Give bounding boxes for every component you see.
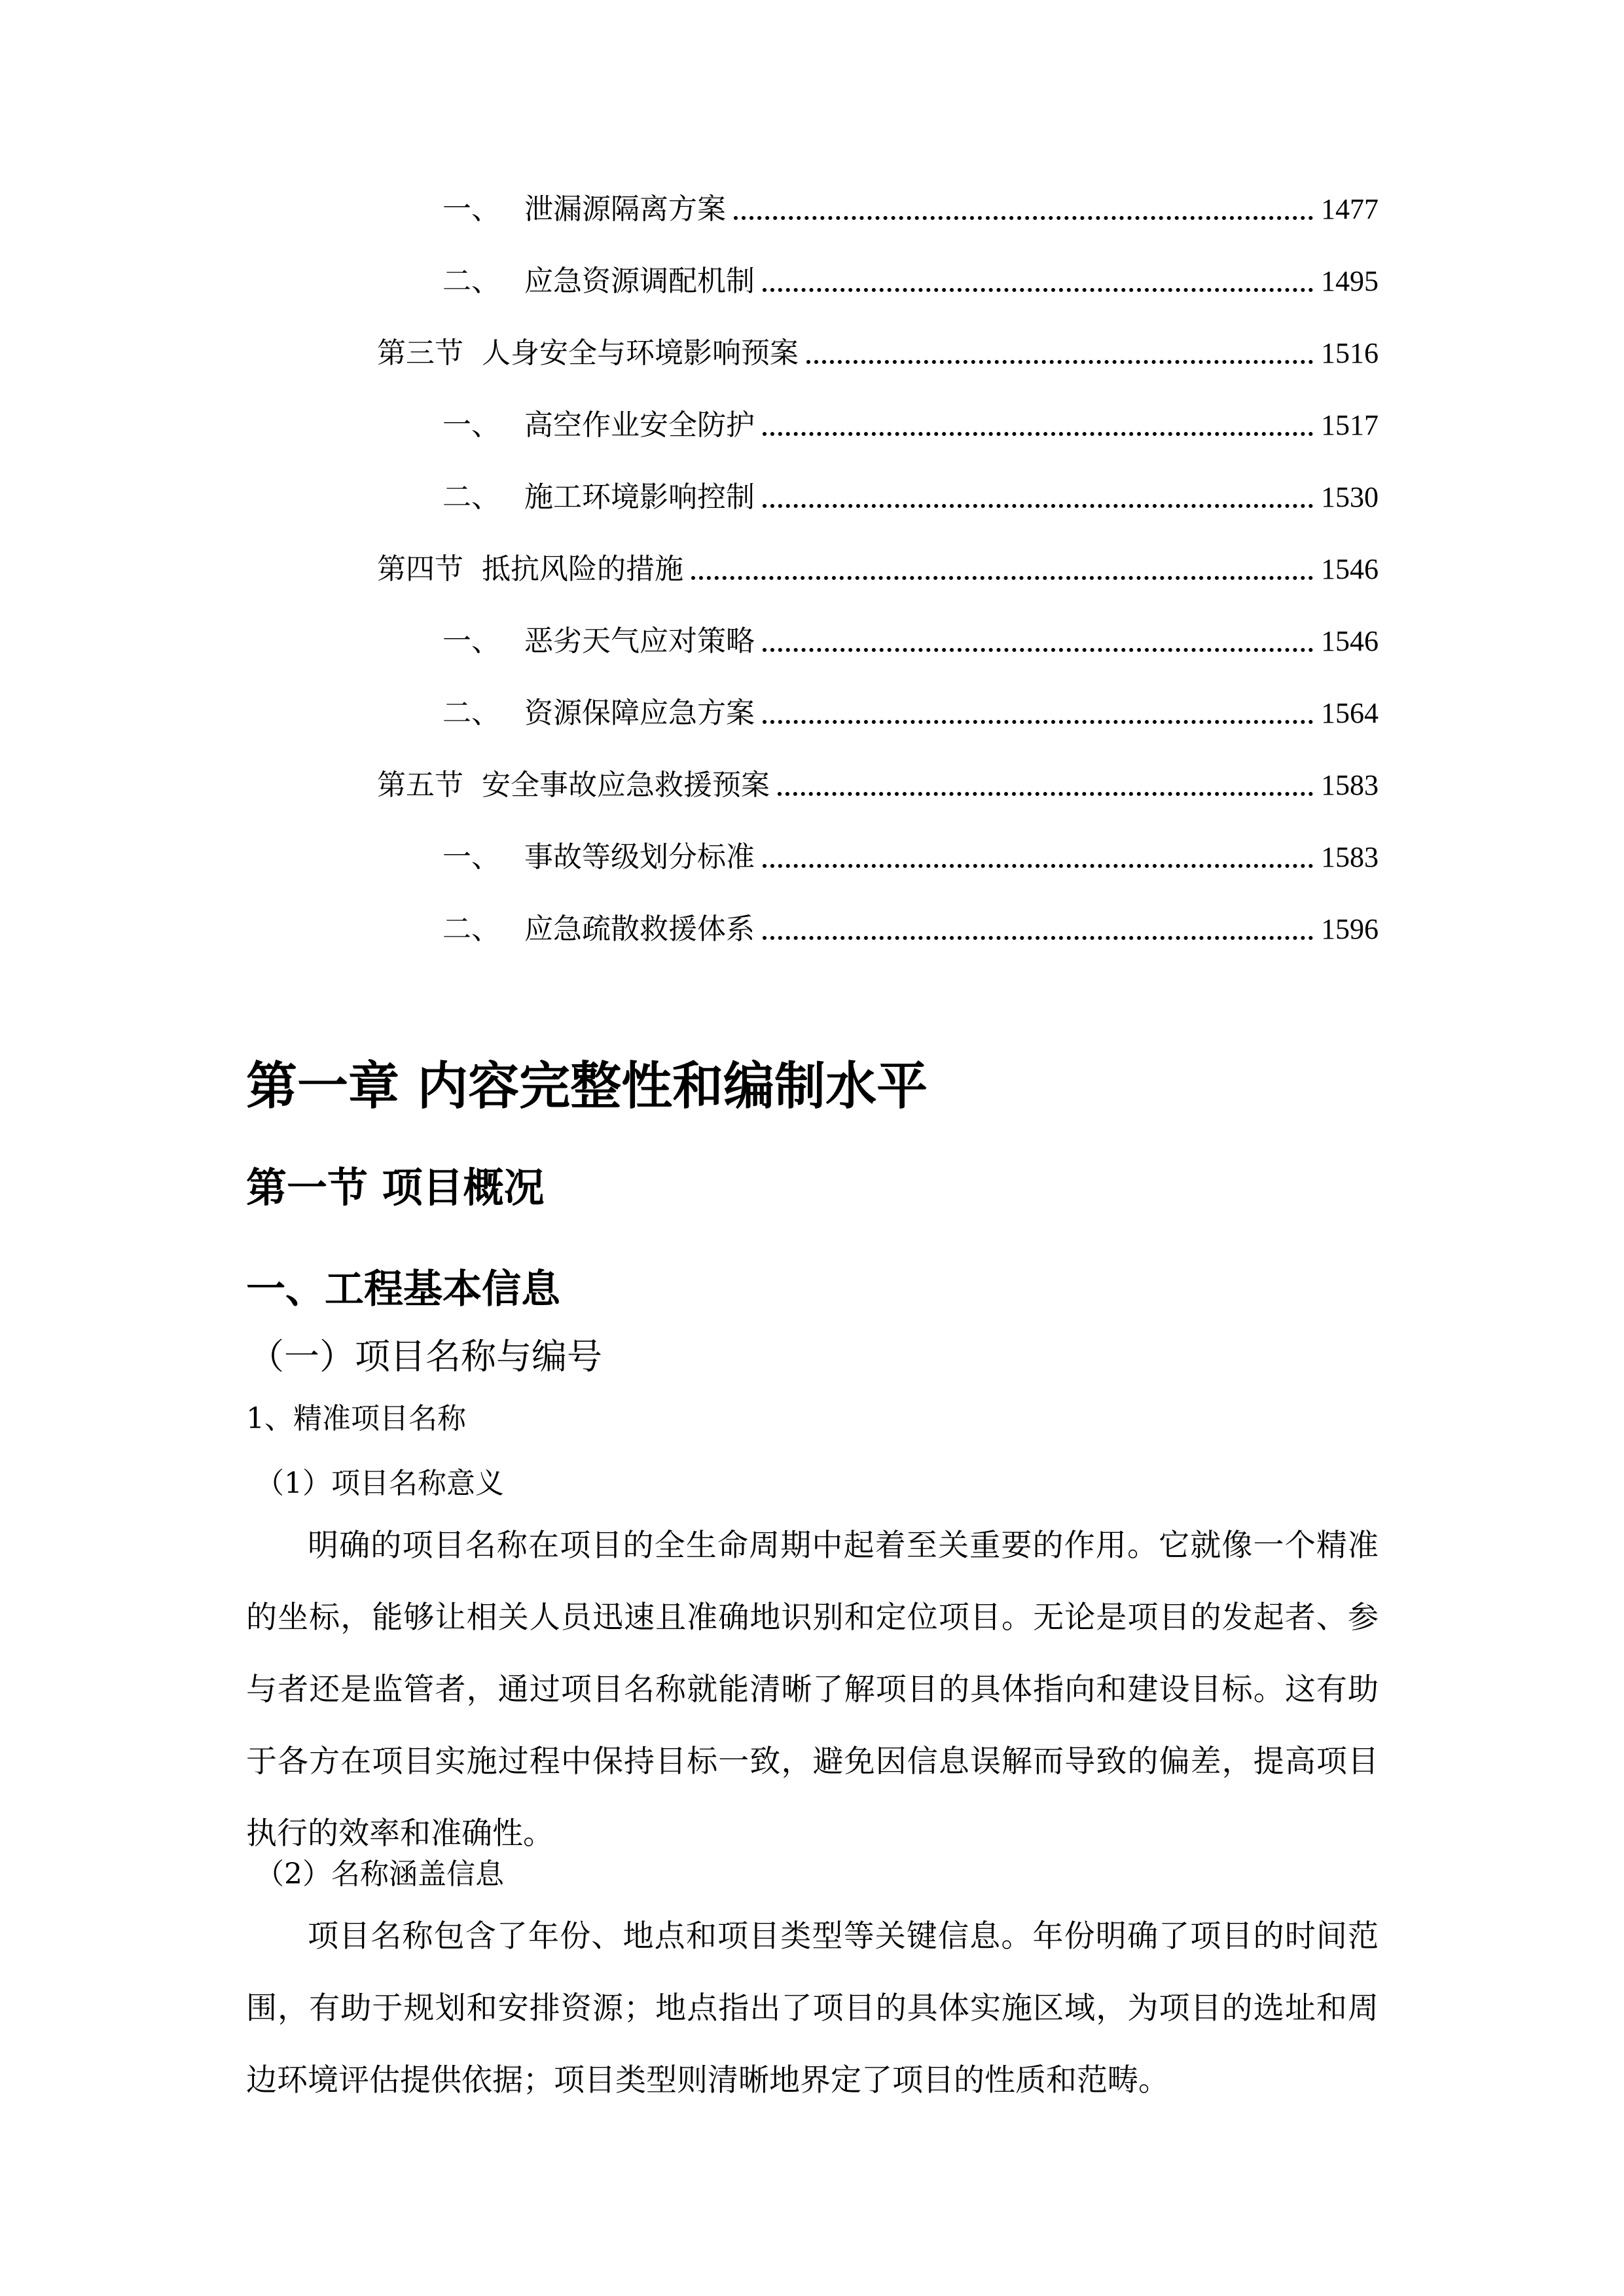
toc-entry-number: 二、: [442, 264, 500, 298]
subsection-title: 一、工程基本信息: [246, 1266, 560, 1312]
toc-entry[interactable]: [377, 766, 1379, 805]
toc-entry-page: 1495: [1321, 265, 1379, 297]
toc-dot-leader: [763, 720, 1313, 724]
toc-entry[interactable]: [442, 910, 1379, 949]
toc-dot-leader: [763, 432, 1313, 436]
toc-entry-page: 1477: [1321, 193, 1379, 225]
toc-entry-page: 1583: [1321, 769, 1379, 801]
body-paragraph: 明确的项目名称在项目的全生命周期中起着至关重要的作用。它就像一个精准的坐标，能够让相关人员迅速且准确地识别和定位项目。无论是项目的发起者、参与者还是监管者，通过项目名称就能清晰了解项目的具体指向和建设目标。这有助于各方在项目实施过程中保持目标一致，避免因信息误解而导致的偏差，提高项目执行的效率和准确性。: [246, 1528, 1379, 1852]
toc-entry[interactable]: [442, 190, 1379, 229]
toc-entry-title: 施工环境影响控制: [524, 480, 755, 514]
subitem-title: （2）名称涵盖信息: [255, 1857, 504, 1891]
body-paragraph: 项目名称包含了年份、地点和项目类型等关键信息。年份明确了项目的时间范围，有助于规划和安排资源；地点指出了项目的具体实施区域，为项目的选址和周边环境评估提供依据；项目类型则清晰地界定了项目的性质和范畴。: [246, 1918, 1379, 2098]
toc-entry-number: 一、: [442, 408, 500, 442]
toc-entry[interactable]: [377, 550, 1379, 589]
toc-entry-page: 1517: [1321, 409, 1379, 441]
toc-entry-page: 1530: [1321, 481, 1379, 513]
toc-entry-number: 一、: [442, 840, 500, 874]
toc-entry-number: 二、: [442, 480, 500, 514]
subitem-title: （1）项目名称意义: [255, 1467, 504, 1500]
toc-entry-page: 1516: [1321, 337, 1379, 369]
toc-entry-page: 1583: [1321, 841, 1379, 873]
section-title: 第一节 项目概况: [246, 1164, 545, 1211]
toc-entry-section-label: 第三节: [377, 336, 463, 370]
toc-entry-number: 二、: [442, 912, 500, 946]
toc-dot-leader: [763, 864, 1313, 868]
toc-entry-title: 资源保障应急方案: [524, 696, 755, 730]
toc-entry-title: 应急疏散救援体系: [524, 912, 755, 946]
toc-dot-leader: [763, 648, 1313, 652]
toc-entry-title: 高空作业安全防护: [524, 408, 755, 442]
chapter-title: 第一章 内容完整性和编制水平: [246, 1057, 928, 1116]
toc-entry[interactable]: [442, 406, 1379, 445]
toc-entry-number: 一、: [442, 192, 500, 226]
toc-entry[interactable]: [377, 334, 1379, 373]
toc-entry-title: 抵抗风险的措施: [482, 552, 683, 586]
toc-dot-leader: [763, 936, 1313, 940]
toc-entry-title: 事故等级划分标准: [524, 840, 755, 874]
toc-entry-number: 一、: [442, 624, 500, 658]
toc-entry[interactable]: [442, 478, 1379, 517]
toc-dot-leader: [763, 288, 1313, 292]
toc-entry-title: 应急资源调配机制: [524, 264, 755, 298]
toc-entry[interactable]: [442, 262, 1379, 301]
toc-entry-title: 泄漏源隔离方案: [524, 192, 726, 226]
toc-entry-title: 恶劣天气应对策略: [524, 624, 755, 658]
toc-entry-page: 1564: [1321, 697, 1379, 729]
toc-entry-section-label: 第五节: [377, 768, 463, 802]
toc-entry-page: 1546: [1321, 553, 1379, 585]
toc-entry-page: 1596: [1321, 913, 1379, 945]
toc-entry-number: 二、: [442, 696, 500, 730]
toc-dot-leader: [806, 360, 1313, 364]
toc-entry-section-label: 第四节: [377, 552, 463, 586]
toc-dot-leader: [691, 576, 1313, 580]
toc-entry[interactable]: [442, 838, 1379, 877]
toc-dot-leader: [734, 216, 1313, 220]
toc-entry[interactable]: [442, 622, 1379, 661]
toc-dot-leader: [763, 504, 1313, 508]
toc-entry[interactable]: [442, 694, 1379, 733]
toc-entry-title: 人身安全与环境影响预案: [482, 336, 799, 370]
toc-entry-page: 1546: [1321, 625, 1379, 657]
toc-dot-leader: [778, 792, 1313, 796]
subsubsection-title: （一）项目名称与编号: [249, 1336, 602, 1377]
item-title: 1、精准项目名称: [246, 1402, 466, 1435]
toc-entry-title: 安全事故应急救援预案: [482, 768, 770, 802]
